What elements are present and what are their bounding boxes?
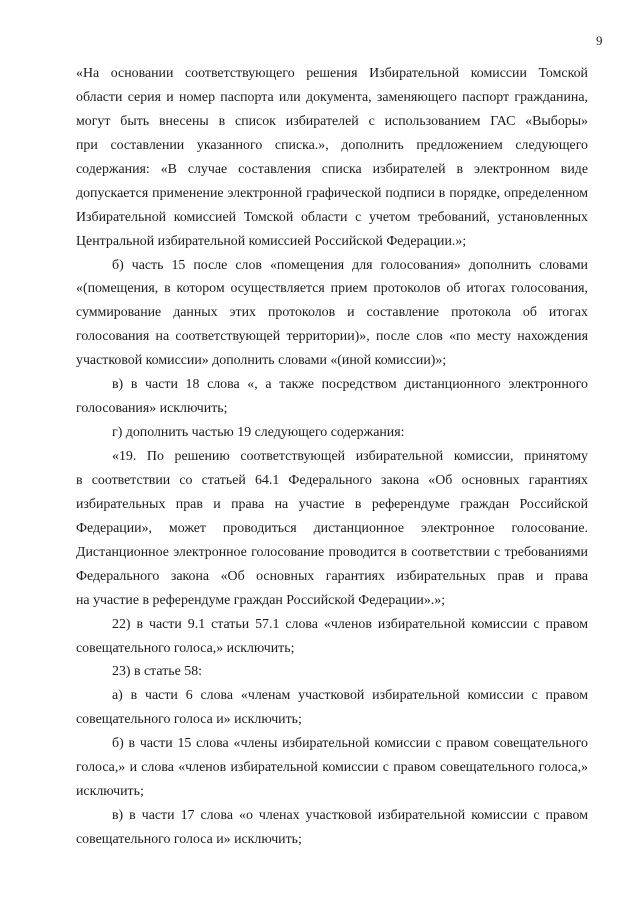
paragraph	[76, 804, 588, 852]
text-line: суммирование данных этих протоколов и составление протокола об итогах	[76, 305, 588, 321]
text-line: на участие в референдуме граждан Российской Федерации».»;	[76, 592, 446, 608]
text-line: голосования на соответствующей территории)», после слов «по месту нахождения	[76, 329, 588, 345]
text-line: «На основании соответствующего решения Избирательной комиссии Томской	[76, 66, 588, 81]
text-line: в) в части 17 слова «о членах участковой избирательной комиссии с правом	[112, 808, 588, 824]
paragraph	[76, 684, 588, 732]
paragraph	[76, 445, 588, 613]
text-line: «19. По решению соответствующей избирательной комиссии, принятому	[112, 449, 588, 464]
paragraph	[76, 732, 588, 804]
text-line: Дистанционное электронное голосование проводится в соответствии с требованиями	[76, 544, 588, 560]
text-line: Федерации», может проводиться дистанционное электронное голосование.	[76, 520, 588, 536]
paragraph	[76, 62, 588, 254]
page-number: 9	[596, 33, 603, 48]
text-line: б) часть 15 после слов «помещения для голосования» дополнить словами	[112, 257, 588, 273]
paragraph	[76, 613, 588, 661]
text-line: 23) в статье 58:	[112, 664, 203, 680]
text-line: совещательного голоса и» исключить;	[76, 832, 302, 847]
text-line: голоса,» и слова «членов избирательной комиссии с правом совещательного голоса,»	[76, 760, 588, 776]
text-line: Центральной избирательной комиссией Российской Федерации.»;	[76, 233, 467, 249]
text-line: Федерального закона «Об основных гарантиях избирательных прав и права	[76, 568, 588, 584]
text-line: в) в части 18 слова «, а также посредством дистанционного электронного	[112, 377, 588, 393]
text-line: допускается применение электронной графической подписи в порядке, определенном	[76, 185, 588, 201]
text-line: г) дополнить частью 19 следующего содержания:	[112, 425, 405, 441]
text-line: Избирательной комиссией Томской области с учетом требований, установленных	[76, 209, 588, 225]
text-line: «(помещения, в котором осуществляется прием протоколов об итогах голосования,	[76, 281, 588, 297]
text-line: а) в части 6 слова «членам участковой избирательной комиссии с правом	[112, 688, 588, 704]
text-line: могут быть внесены в список избирателей с использованием ГАС «Выборы»	[76, 113, 588, 129]
paragraph	[76, 254, 588, 374]
document-body	[76, 62, 588, 852]
text-line: совещательного голоса и» исключить;	[76, 712, 302, 728]
text-line: участковой комиссии» дополнить словами «(иной комиссии)»;	[76, 353, 447, 369]
text-line: области серия и номер паспорта или документа, заменяющего паспорт гражданина,	[76, 89, 588, 105]
text-line: совещательного голоса,» исключить;	[76, 640, 295, 656]
text-line: исключить;	[76, 784, 144, 800]
text-line: б) в части 15 слова «члены избирательной комиссии с правом совещательного	[112, 736, 588, 752]
text-line: содержания: «В случае составления списка избирателей в электронном виде	[76, 161, 588, 177]
paragraph	[76, 421, 588, 445]
text-line: избирательных прав и права на участие в референдуме граждан Российской	[76, 496, 588, 512]
text-line: голосования» исключить;	[76, 401, 228, 417]
text-line: в соответствии со статьей 64.1 Федерального закона «Об основных гарантиях	[76, 472, 588, 488]
text-line: 22) в части 9.1 статьи 57.1 слова «членов избирательной комиссии с правом	[112, 616, 588, 632]
text-line: при составлении указанного списка.», дополнить предложением следующего	[76, 137, 588, 153]
paragraph	[76, 660, 588, 684]
paragraph	[76, 373, 588, 421]
